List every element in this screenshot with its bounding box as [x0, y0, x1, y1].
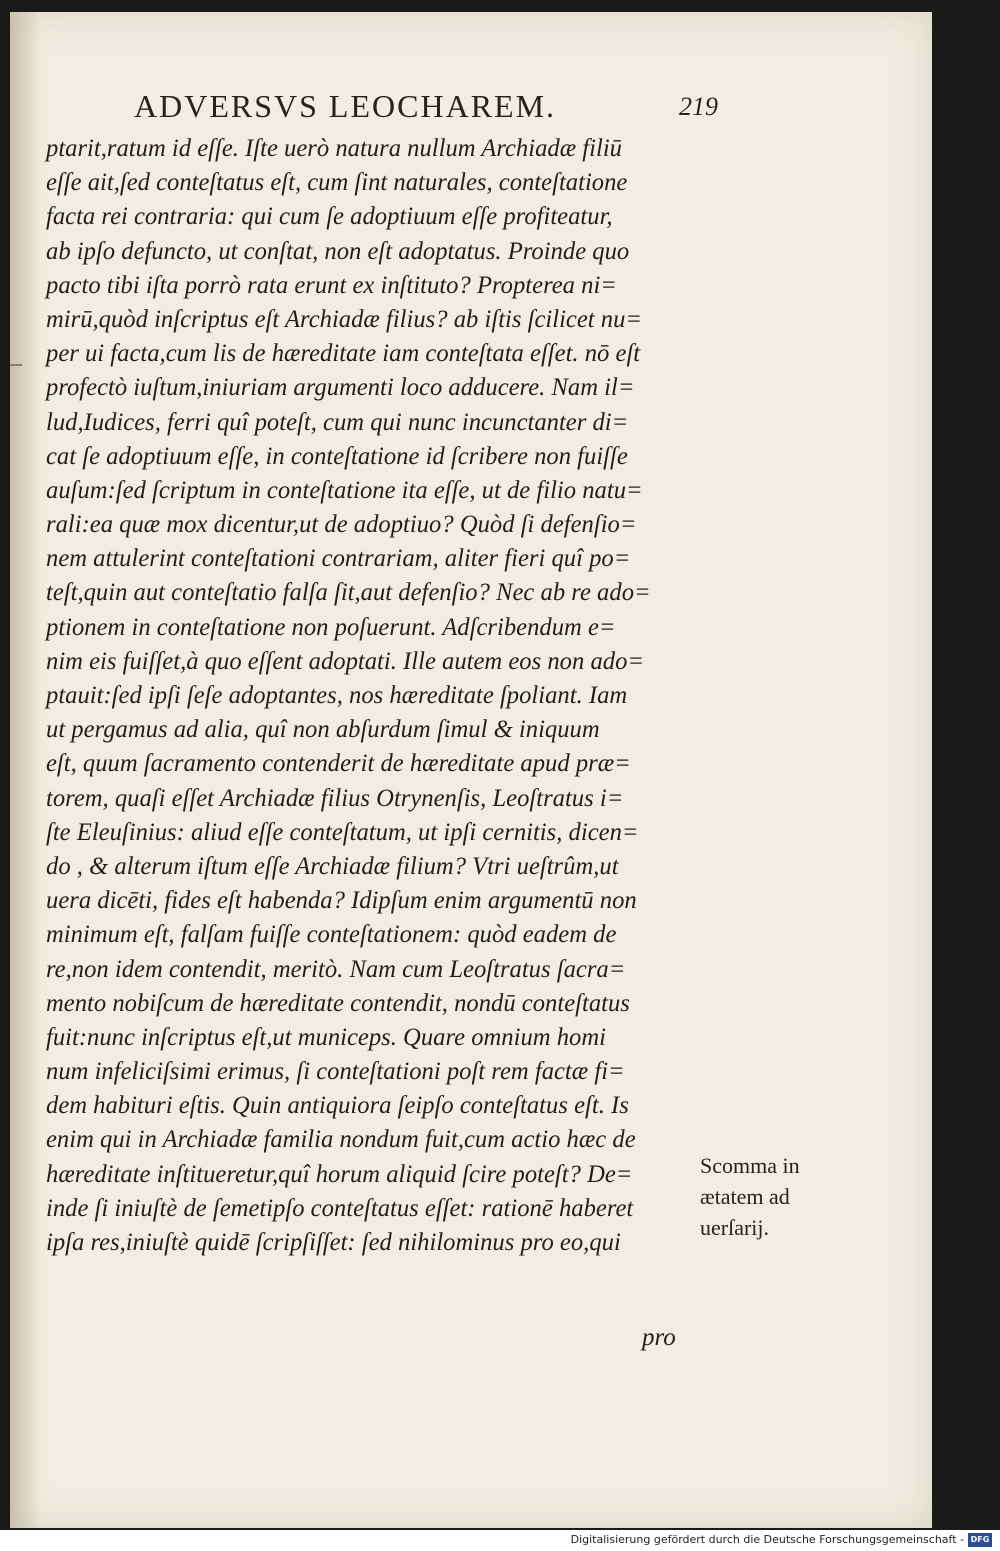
text-line: do , & alterum iſtum eſſe Archiadæ filium? Vtri ueſtrûm,ut [46, 852, 619, 880]
marginal-note [700, 1150, 800, 1243]
text-line: enim qui in Archiadæ familia nondum fuit,cum actio hæc de [46, 1126, 636, 1154]
text-line: torem, quaſi eſſet Archiadæ filius Otrynenſis, Leoſtratus i= [46, 784, 624, 812]
text-line: dem habituri eſtis. Quin antiquiora ſeipſo conteſtatus eſt. Is [46, 1092, 629, 1120]
marginal-note-line: Scomma in [700, 1153, 800, 1178]
text-line: ab ipſo defuncto, ut conſtat, non eſt adoptatus. Proinde quo [46, 237, 630, 265]
page-gutter [10, 12, 40, 1528]
text-line: ptarit,ratum id eſſe. Iſte uerò natura nullum Archiadæ filiū [46, 135, 622, 162]
text-line: eſt, quum ſacramento contenderit de hæreditate apud præ= [46, 750, 631, 778]
text-line: hæreditate inſtitueretur,quî horum aliquid ſcire poteſt? De= [46, 1160, 633, 1188]
running-head: ADVERSVS LEOCHAREM. [134, 88, 557, 124]
catchword: pro [642, 1324, 676, 1351]
dfg-logo: DFG [968, 1533, 992, 1547]
marginal-note-line: uerſarij. [700, 1215, 770, 1240]
text-line: ptionem in conteſtatione non poſuerunt. Adſcribendum e= [46, 613, 616, 641]
text-line: rali:ea quæ mox dicentur,ut de adoptiuo? Quòd ſi defenſio= [46, 511, 637, 539]
text-line: mento nobiſcum de hæreditate contendit, nondū conteſtatus [46, 989, 630, 1017]
text-line: mirū,quòd inſcriptus eſt Archiadæ filius? ab iſtis ſcilicet nu= [46, 305, 643, 333]
text-line: num infeliciſsimi erimus, ſi conteſtationi poſt rem factæ fi= [46, 1058, 625, 1086]
text-line: facta rei contraria: qui cum ſe adoptiuum eſſe profiteatur, [46, 203, 613, 231]
text-line: ſte Eleuſinius: aliud eſſe conteſtatum, ut ipſi cernitis, dicen= [46, 818, 639, 846]
text-line: per ui facta,cum lis de hæreditate iam conteſtata eſſet. nō eſt [46, 340, 641, 368]
text-line: nem attulerint conteſtationi contrariam, aliter fieri quî po= [46, 545, 631, 573]
text-line: ptauit:ſed ipſi ſeſe adoptantes, nos hæreditate ſpoliant. Iam [46, 682, 628, 709]
text-line: profectò iuſtum,iniuriam argumenti loco adducere. Nam il= [46, 374, 635, 402]
text-line: re,non idem contendit, meritò. Nam cum Leoſtratus ſacra= [46, 955, 626, 983]
funding-credit: Digitalisierung gefördert durch die Deutsche Forschungsgemeinschaft - [570, 1533, 964, 1546]
text-line: auſum:ſed ſcriptum in conteſtatione ita eſſe, ut de filio natu= [46, 476, 643, 504]
text-line: teſt,quin aut conteſtatio falſa ſit,aut defenſio? Nec ab re ado= [46, 579, 651, 607]
margin-tick-mark [10, 364, 22, 366]
text-line: fuit:nunc inſcriptus eſt,ut municeps. Quare omnium homi [46, 1023, 606, 1051]
text-line: ipſa res,iniuſtè quidē ſcripſiſſet: ſed nihilominus pro eo,qui [46, 1229, 621, 1256]
page-number: 219 [679, 92, 718, 121]
text-line: cat ſe adoptiuum eſſe, in conteſtatione id ſcribere non fuiſſe [46, 442, 628, 470]
body-text [46, 132, 716, 1260]
text-line: minimum eſt, falſam fuiſſe conteſtationem: quòd eadem de [46, 921, 617, 949]
text-line: nim eis fuiſſet,à quo eſſent adoptati. Ille autem eos non ado= [46, 647, 645, 675]
text-line: uera dicēti, fides eſt habenda? Idipſum enim argumentū non [46, 887, 637, 915]
text-line: ut pergamus ad alia, quî non abſurdum ſimul & iniquum [46, 716, 600, 744]
text-line: pacto tibi iſta porrò rata erunt ex inſtituto? Propterea ni= [46, 271, 617, 299]
page-header [134, 88, 718, 124]
text-line: inde ſi iniuſtè de ſemetipſo conteſtatus eſſet: rationē haberet [46, 1194, 634, 1222]
book-page [10, 12, 932, 1528]
marginal-note-line: ætatem ad [700, 1184, 790, 1209]
text-line: lud,Iudices, ferri quî poteſt, cum qui nunc incunctanter di= [46, 408, 629, 436]
text-line: eſſe ait,ſed conteſtatus eſt, cum ſint naturales, conteſtatione [46, 169, 628, 197]
footer-bar [0, 1530, 1000, 1551]
